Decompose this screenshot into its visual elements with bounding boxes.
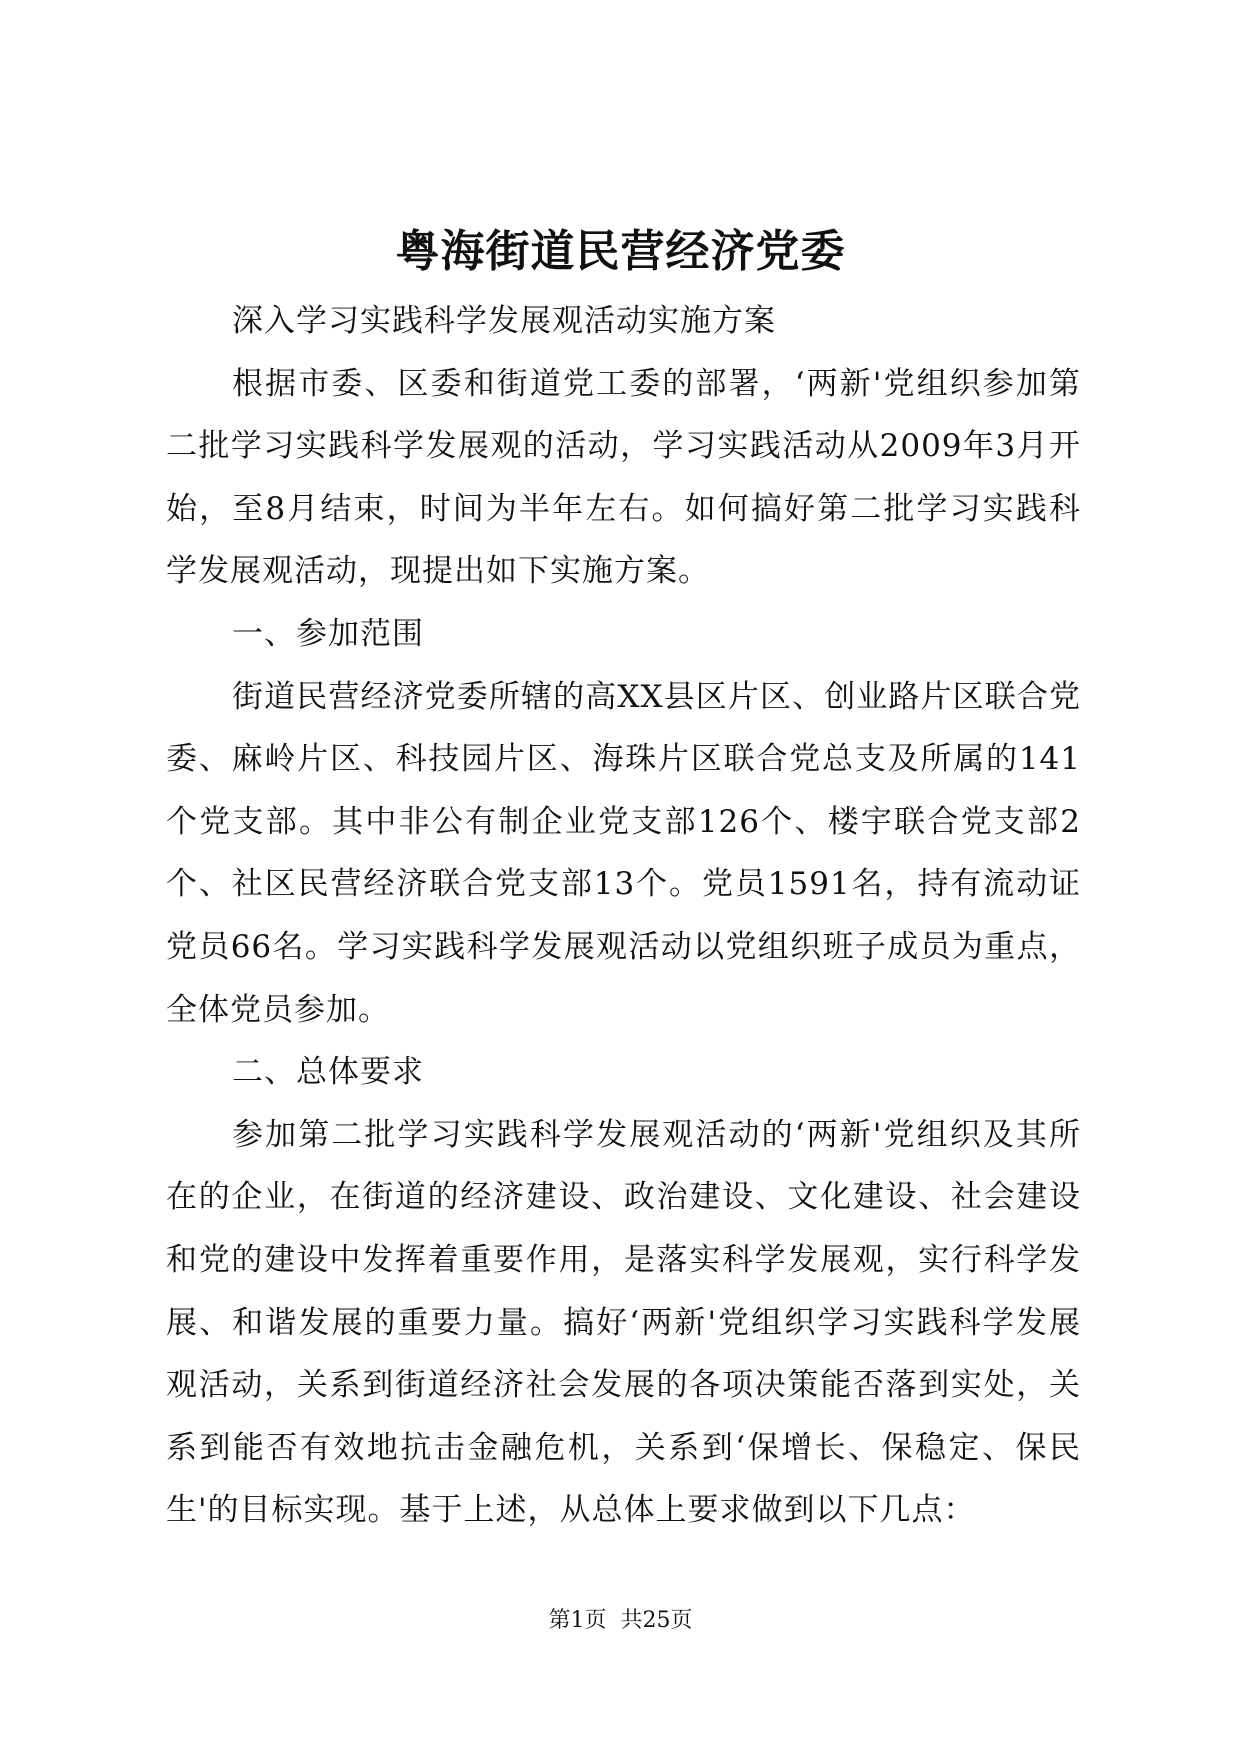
- page-number-label: 第1页 共25页: [548, 1608, 693, 1633]
- section-heading-requirements: 二、总体要求: [232, 1054, 424, 1091]
- document-body: [166, 290, 1081, 1542]
- page-footer: [0, 1606, 1241, 1636]
- scope-paragraph: 街道民营经济党委所辖的高XX县区片区、创业路片区联合党委、麻岭片区、科技园片区、海珠片区联合党总支及所属的141个党支部。其中非公有制企业党支部126个、楼宇联合党支部2个、社区民营经济联合党支部13个。党员1591名，持有流动证党员66名。学习实践科学发展观活动以党组织班子成员为重点，全体党员参加。: [166, 678, 1081, 1028]
- section-heading-scope: 一、参加范围: [232, 615, 424, 652]
- intro-paragraph: 根据市委、区委和街道党工委的部署，‘两新'党组织参加第二批学习实践科学发展观的活动，学习实践活动从2009年3月开始，至8月结束，时间为半年左右。如何搞好第二批学习实践科学发展观活动，现提出如下实施方案。: [166, 365, 1081, 590]
- subtitle-paragraph: 深入学习实践科学发展观活动实施方案: [232, 303, 776, 339]
- requirements-paragraph: 参加第二批学习实践科学发展观活动的‘两新'党组织及其所在的企业，在街道的经济建设、政治建设、文化建设、社会建设和党的建设中发挥着重要作用，是落实科学发展观，实行科学发展、和谐发展的重要力量。搞好‘两新'党组织学习实践科学发展观活动，关系到街道经济社会发展的各项决策能否落到实处，关系到能否有效地抗击金融危机，关系到‘保增长、保稳定、保民生'的目标实现。基于上述，从总体上要求做到以下几点：: [166, 1116, 1081, 1529]
- document-title: 粤海街道民营经济党委: [395, 226, 846, 277]
